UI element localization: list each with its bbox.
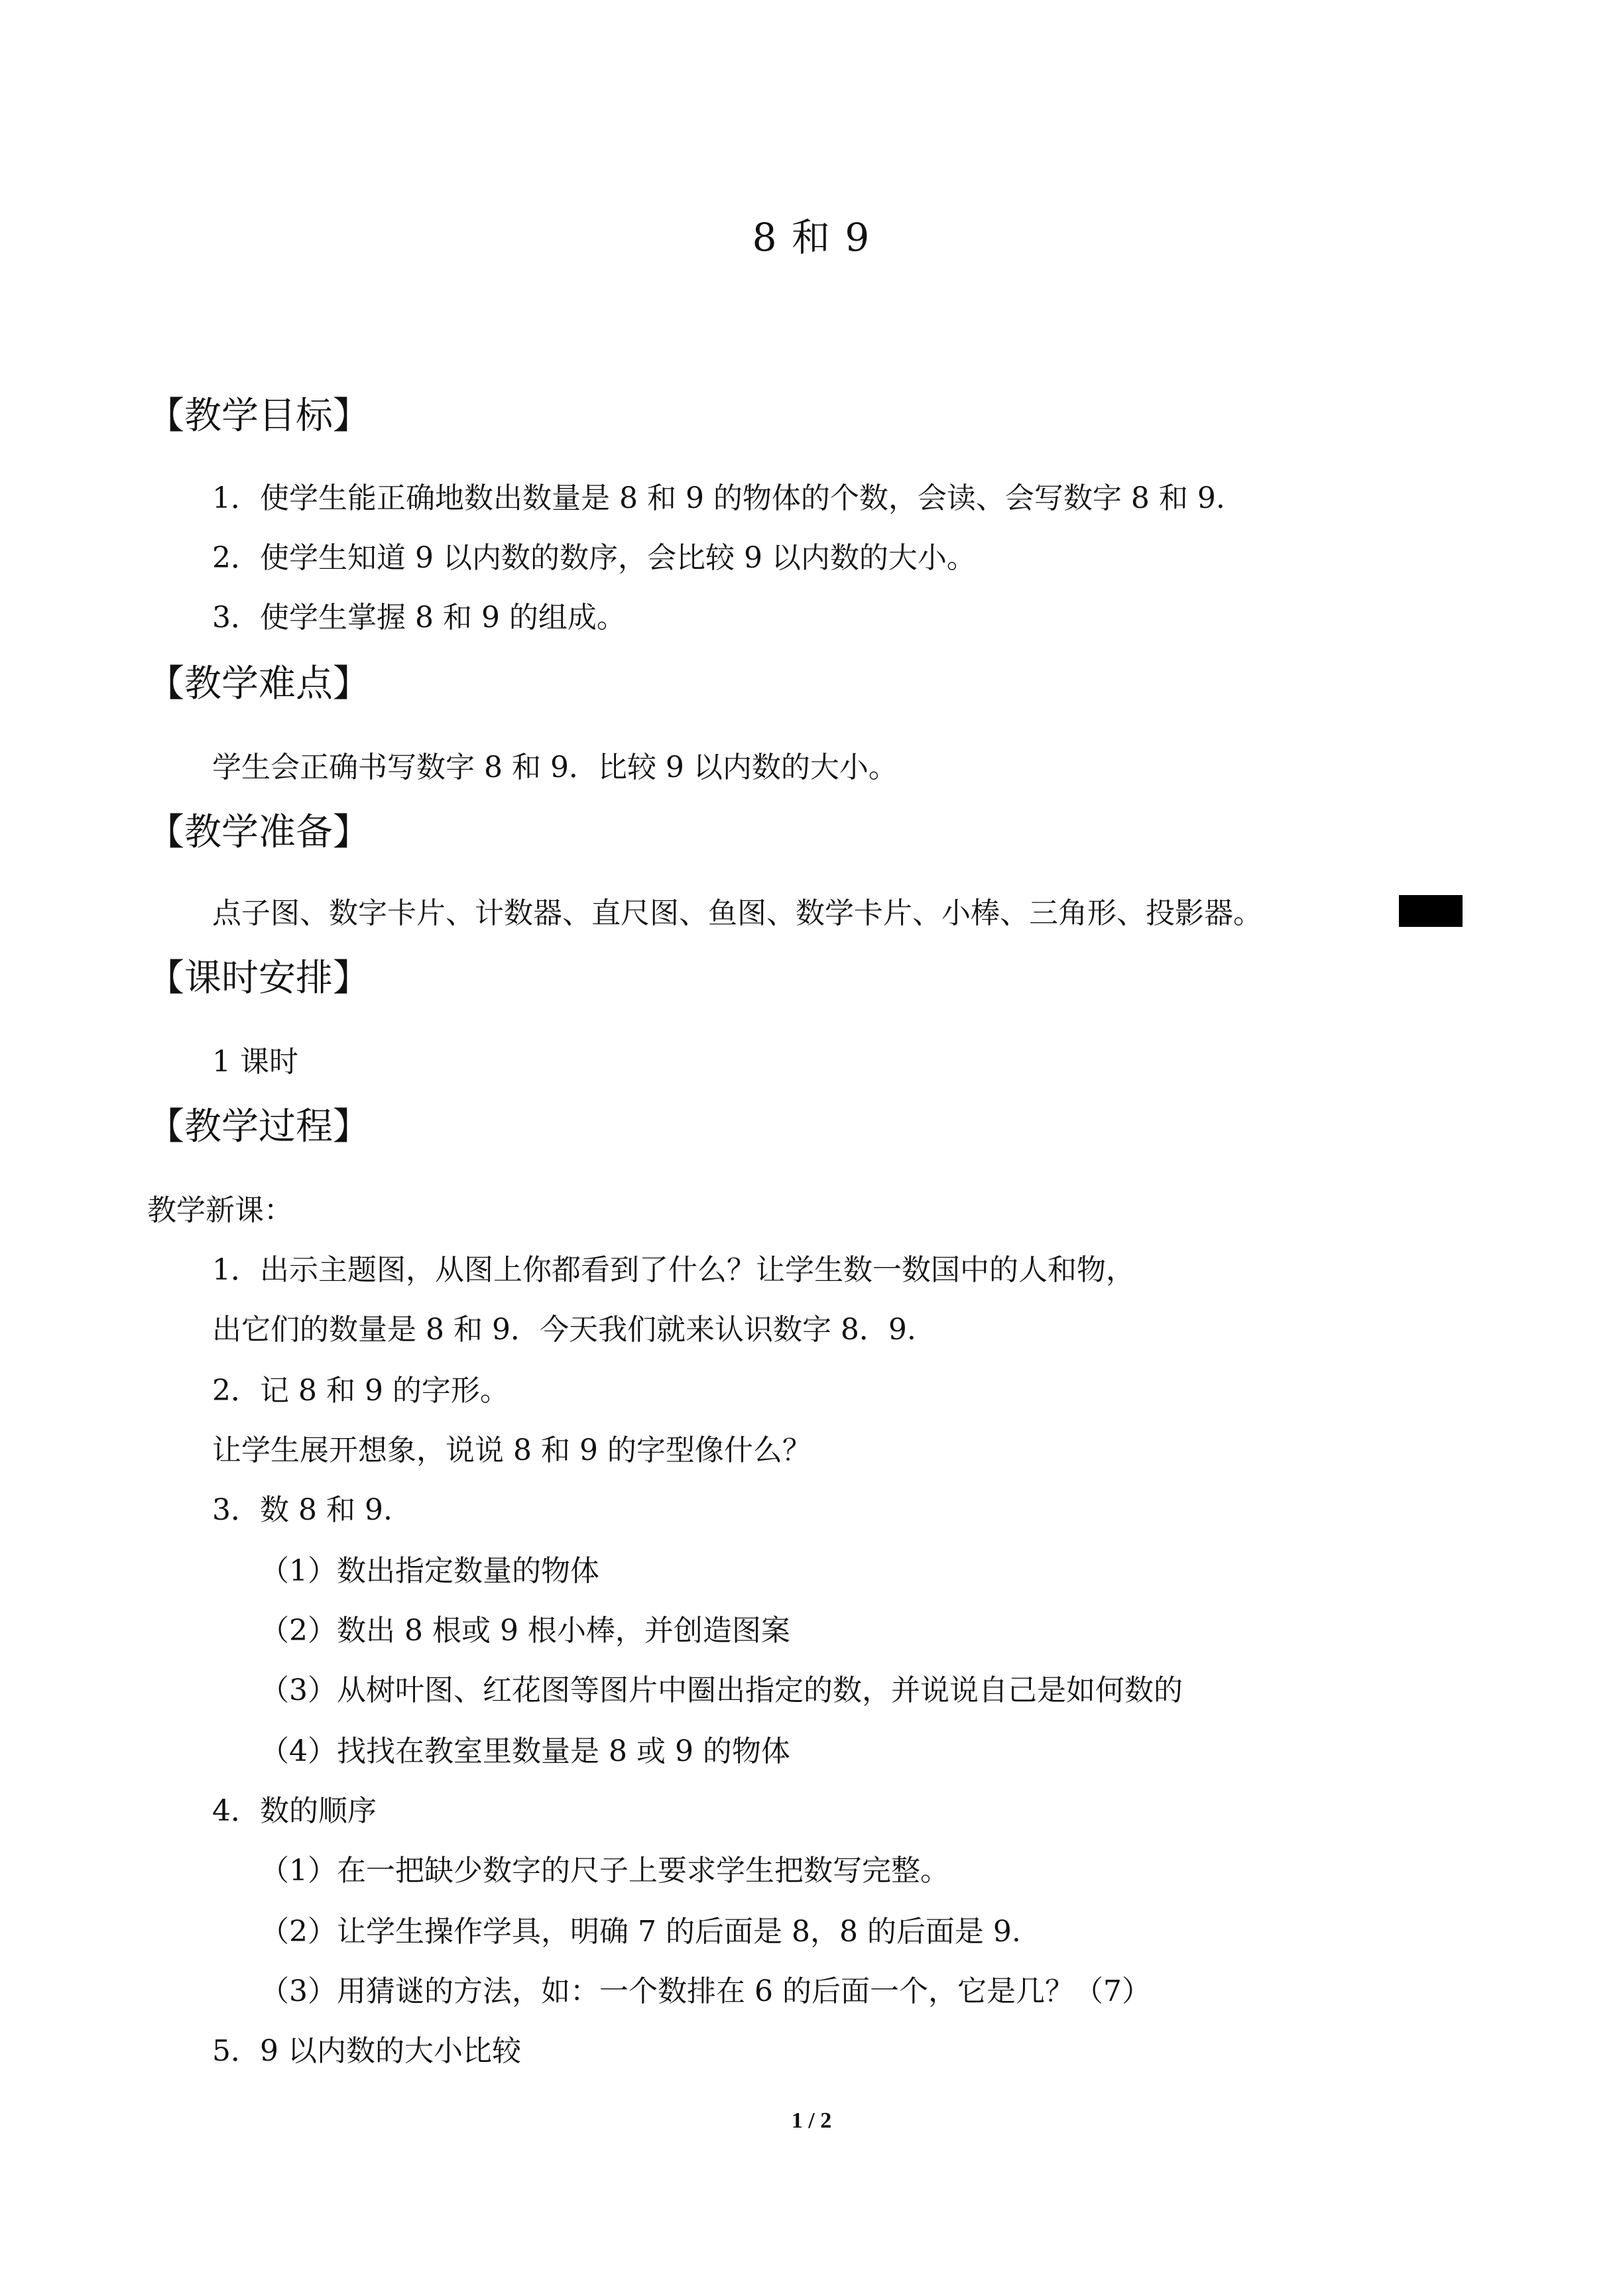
- document-title: 8 和 9: [752, 215, 871, 260]
- redaction-block: [1399, 895, 1463, 927]
- process-subline: （1）在一把缺少数字的尺子上要求学生把数写完整。: [260, 1854, 949, 1888]
- heading-preparation: 【教学准备】: [147, 811, 370, 854]
- objective-item: 1．使学生能正确地数出数量是 8 和 9 的物体的个数，会读、会写数字 8 和 9.: [212, 481, 1225, 515]
- difficulties-text: 学生会正确书写数字 8 和 9．比较 9 以内数的大小。: [212, 751, 898, 784]
- process-subline: （2）数出 8 根或 9 根小棒，并创造图案: [260, 1614, 790, 1648]
- process-line: 出它们的数量是 8 和 9．今天我们就来认识数字 8．9.: [212, 1313, 916, 1347]
- process-line: 1．出示主题图，从图上你都看到了什么？让学生数一数国中的人和物，: [212, 1253, 1135, 1287]
- process-subline: （4）找找在教室里数量是 8 或 9 的物体: [260, 1734, 790, 1768]
- process-line: 让学生展开想象，说说 8 和 9 的字型像什么？: [212, 1433, 812, 1467]
- preparation-text: 点子图、数字卡片、计数器、直尺图、鱼图、数学卡片、小棒、三角形、投影器。: [212, 896, 1262, 930]
- process-line: 2．记 8 和 9 的字形。: [212, 1374, 509, 1408]
- process-line: 4．数的顺序: [212, 1794, 377, 1828]
- heading-difficulties: 【教学难点】: [147, 662, 370, 705]
- objective-item: 2．使学生知道 9 以内数的数序，会比较 9 以内数的大小。: [212, 541, 976, 575]
- heading-process: 【教学过程】: [147, 1105, 370, 1148]
- heading-schedule: 【课时安排】: [147, 957, 370, 1000]
- process-subline: （3）用猜谜的方法，如：一个数排在 6 的后面一个，它是几？（7）: [260, 1974, 1151, 2008]
- process-line: 5．9 以内数的大小比较: [212, 2034, 521, 2068]
- page-number: 1 / 2: [791, 2108, 832, 2133]
- process-line: 3．数 8 和 9.: [212, 1493, 392, 1527]
- process-subline: （2）让学生操作学具，明确 7 的后面是 8，8 的后面是 9.: [260, 1915, 1021, 1949]
- process-intro: 教学新课：: [147, 1193, 293, 1227]
- process-subline: （1）数出指定数量的物体: [260, 1554, 599, 1588]
- schedule-text: 1 课时: [212, 1045, 298, 1079]
- heading-objectives: 【教学目标】: [147, 394, 370, 438]
- process-subline: （3）从树叶图、红花图等图片中圈出指定的数，并说说自己是如何数的: [260, 1673, 1183, 1707]
- objective-item: 3．使学生掌握 8 和 9 的组成。: [212, 601, 626, 634]
